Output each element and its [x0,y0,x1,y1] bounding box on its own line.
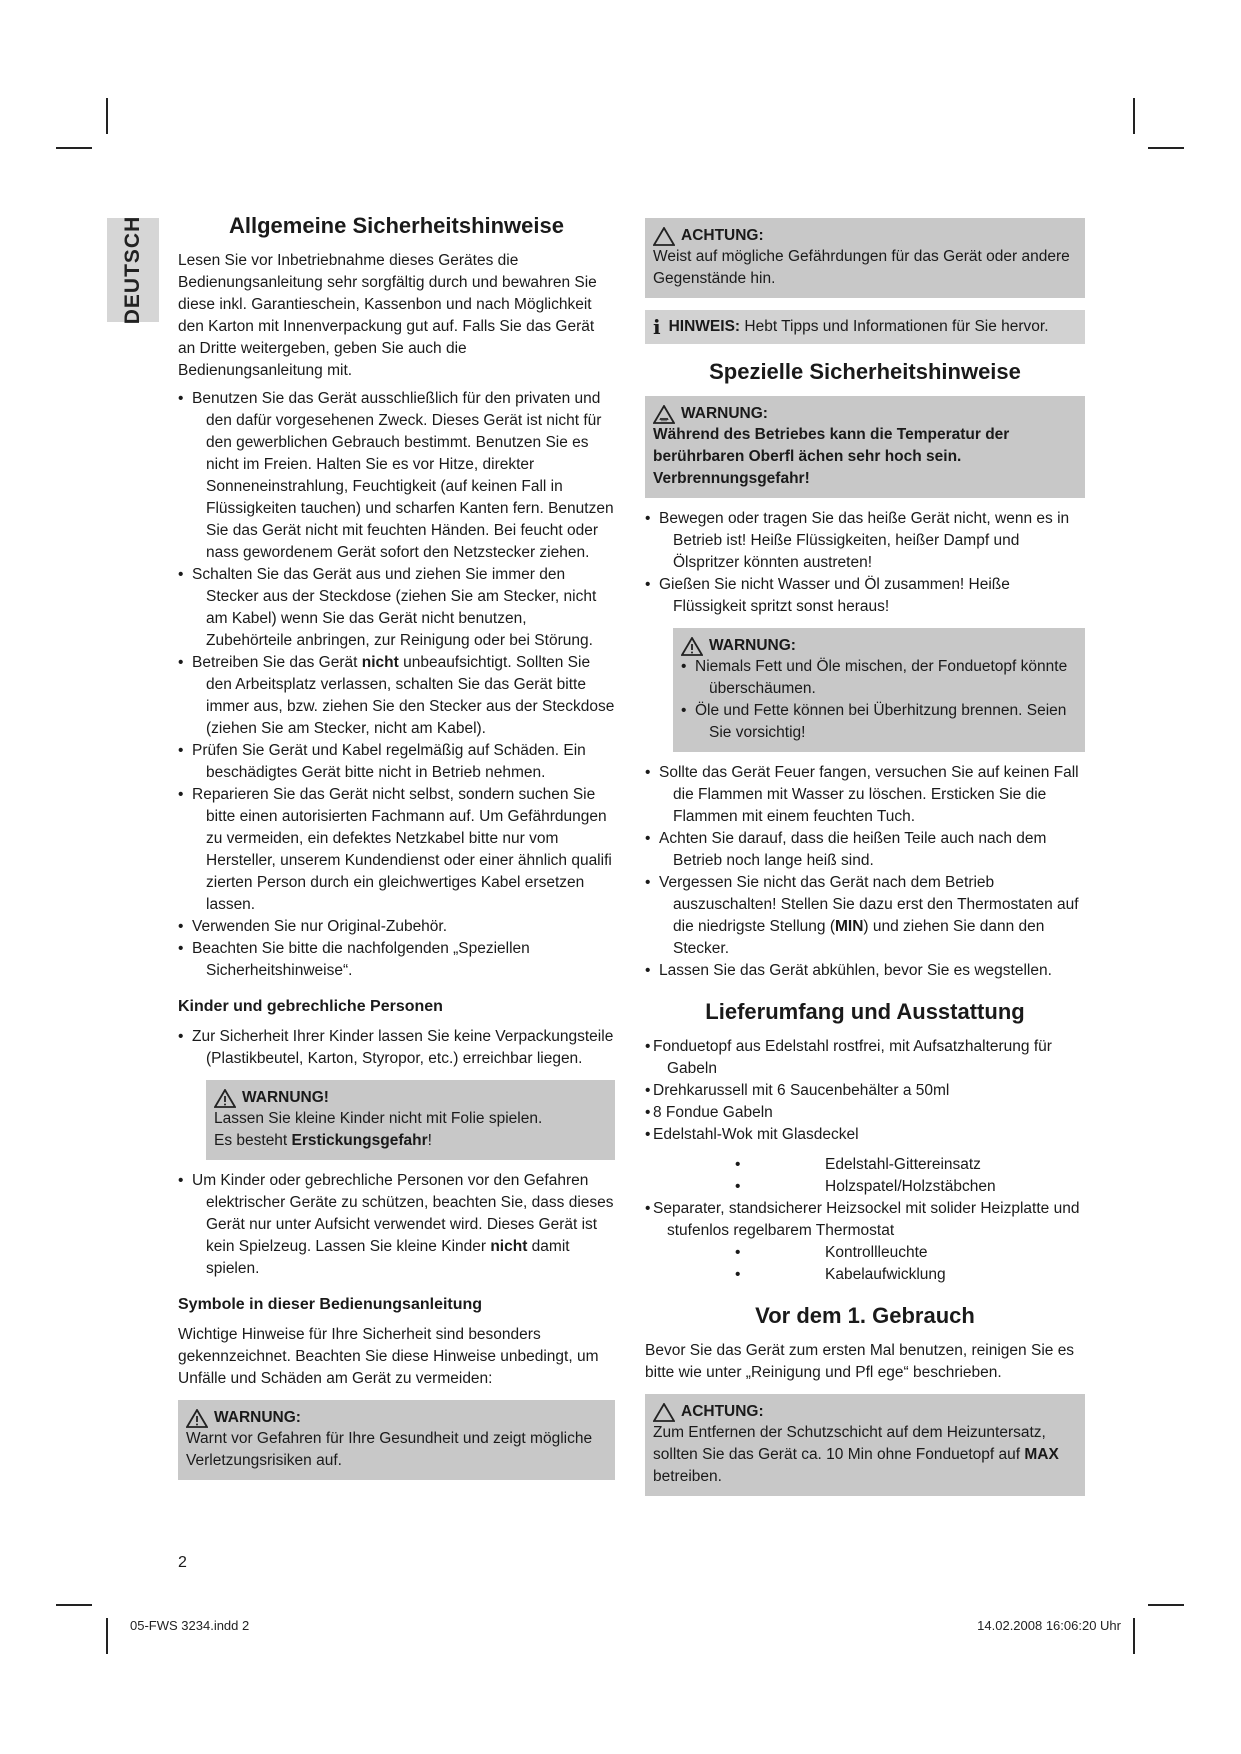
warning-text: Es besteht Erstickungsgefahr! [214,1132,432,1149]
sub-list-item: • Kontrollleuchte [645,1242,1085,1264]
warning-box-oil [673,628,1085,752]
special-bullet-list-2 [645,762,1085,982]
children-bullet-list [178,1026,615,1070]
list-item: • Sollte das Gerät Feuer fangen, versuchen Sie auf keinen Fall die Flammen mit Wasser zu löschen. Ersticken Sie die Flammen mit einem feuchten Tuch. [645,762,1085,828]
list-item: • Beachten Sie bitte die nachfolgenden „Speziellen Sicherheitshinweise“. [178,938,615,982]
caution-triangle-icon [653,227,675,246]
safety-bullet-list [178,388,615,982]
subheading-symbols: Symbole in dieser Bedienungsanleitung [178,1296,483,1313]
list-item: • Benutzen Sie das Gerät ausschließlich für den privaten und den dafür vorgesehenen Zweck. Dieses Gerät ist nicht für den gewerblichen Gebrauch bestimmt. Benutzen Sie es nicht im Freien. Halten Sie es vor Hitze, direkter Sonneneinstrahlung, Feuchtigkeit (auf keinen Fall in Flüssigkeiten tauchen) und scharfen Kanten fern. Benutzen Sie das Gerät nicht mit feuchten Händen. Bei feucht oder nass gewordenem Gerät sofort den Netzstecker ziehen. [178,388,615,564]
list-item: • Reparieren Sie das Gerät nicht selbst, sondern suchen Sie bitte einen autorisierten Fachmann auf. Um Gefährdungen zu vermeiden, ein defektes Netzkabel bitte nur vom Hersteller, unserem Kundendienst oder einer ähnlich qualifi zierten Person durch ein gleichwertiges Kabel ersetzen lassen. [178,784,615,916]
crop-mark [1133,98,1135,134]
list-item: • Gießen Sie nicht Wasser und Öl zusammen! Heiße Flüssigkeit spritzt sonst heraus! [645,574,1085,618]
list-item: • Schalten Sie das Gerät aus und ziehen Sie immer den Stecker aus der Steckdose (ziehen Sie am Stecker, nicht am Kabel) wenn Sie das Gerät nicht benutzen, Zubehörteile anbringen, zur Reinigung oder bei Störung. [178,564,615,652]
symbols-paragraph: Wichtige Hinweise für Ihre Sicherheit sind besonders gekennzeichnet. Beachten Sie diese Hinweise unbedingt, um Unfälle und Schäden am Gerät zu vermeiden: [178,1326,599,1387]
delivery-list-2 [645,1198,1085,1242]
sub-list-item: • Edelstahl-Gittereinsatz [645,1154,1085,1176]
list-item: • Fonduetopf aus Edelstahl rostfrei, mit Aufsatzhalterung für Gabeln [645,1036,1085,1080]
list-item: • Bewegen oder tragen Sie das heiße Gerät nicht, wenn es in Betrieb ist! Heiße Flüssigkeiten, heißer Dampf und Ölspritzer könnten austreten! [645,508,1085,574]
language-side-tab [107,215,159,325]
warning-title: WARNUNG! [242,1089,329,1106]
list-item: • 8 Fondue Gabeln [645,1102,1085,1124]
crop-mark [106,98,108,134]
crop-mark [1148,147,1184,149]
crop-mark [1148,1604,1184,1606]
section-title-before-first-use: Vor dem 1. Gebrauch [755,1303,975,1328]
footer-timestamp: 14.02.2008 16:06:20 Uhr [977,1618,1121,1633]
list-item: • Um Kinder oder gebrechliche Personen vor den Gefahren elektrischer Geräte zu schützen, beachten Sie, dass dieses Gerät nur unter Aufsicht verwendet wird. Dieses Gerät ist kein Spielzeug. Lassen Sie kleine Kinder nicht damit spielen. [178,1170,615,1280]
subheading-children: Kinder und gebrechliche Personen [178,998,443,1015]
left-column [178,212,615,1490]
sub-list-item: • Holzspatel/Holzstäbchen [645,1176,1085,1198]
section-title-general-safety: Allgemeine Sicherheitshinweise [228,213,564,238]
list-item: • Öle und Fette können bei Überhitzung brennen. Seien Sie vorsichtig! [681,700,1077,744]
crop-mark [106,1618,108,1654]
warning-triangle-icon [214,1089,236,1108]
intro-paragraph: Lesen Sie vor Inbetriebnahme dieses Gerätes die Bedienungsanleitung sehr sorgfältig durch und bewahren Sie diese inkl. Garantieschein, Kassenbon und nach Möglichkeit den Karton mit Innenverpackung gut auf. Falls Sie das Gerät an Dritte weitergeben, geben Sie auch die Bedienungsanleitung mit. [178,252,597,379]
caution-box-legend [645,218,1085,298]
list-item: • Edelstahl-Wok mit Glasdeckel [645,1124,1085,1146]
warning-text: Lassen Sie kleine Kinder nicht mit Folie spielen. [214,1110,543,1127]
delivery-list [645,1036,1085,1146]
info-icon: i [653,315,661,339]
list-item: • Prüfen Sie Gerät und Kabel regelmäßig auf Schäden. Ein beschädigtes Gerät bitte nicht in Betrieb nehmen. [178,740,615,784]
warning-box-burn [645,396,1085,498]
list-item: • Betreiben Sie das Gerät nicht unbeaufsichtigt. Sollten Sie den Arbeitsplatz verlassen, schalten Sie das Gerät bitte immer aus, bzw. ziehen Sie den Stecker aus der Steckdose (ziehen Sie am Stecker, nicht am Kabel). [178,652,615,740]
list-item: • Vergessen Sie nicht das Gerät nach dem Betrieb auszuschalten! Stellen Sie dazu erst den Thermostaten auf die niedrigste Stellung (MIN) und ziehen Sie dann den Stecker. [645,872,1085,960]
list-item: • Separater, standsicherer Heizsockel mit solider Heizplatte und stufenlos regelbarem Thermostat [645,1198,1085,1242]
caution-title: ACHTUNG: [681,1403,764,1420]
section-title-scope-of-delivery: Lieferumfang und Ausstattung [705,999,1025,1024]
warning-triangle-icon [186,1409,208,1428]
warning-text: Warnt vor Gefahren für Ihre Gesundheit und zeigt mögliche Verletzungsrisiken auf. [186,1430,593,1469]
right-column [645,218,1085,1506]
list-item: • Lassen Sie das Gerät abkühlen, bevor Sie es wegstellen. [645,960,1085,982]
crop-mark [56,147,92,149]
list-item: • Drehkarussell mit 6 Saucenbehälter a 50ml [645,1080,1085,1102]
warning-triangle-icon [681,637,703,656]
list-item: • Zur Sicherheit Ihrer Kinder lassen Sie keine Verpackungsteile (Plastikbeutel, Karton, Styropor, etc.) erreichbar liegen. [178,1026,615,1070]
warning-text: Während des Betriebes kann die Temperatur der berührbaren Oberfl ächen sehr hoch sein. Verbrennungsgefahr! [653,426,1010,487]
children-bullet-list-2 [178,1170,615,1280]
hint-label: HINWEIS: [668,318,741,335]
hint-text: Hebt Tipps und Informationen für Sie hervor. [744,318,1049,335]
hint-box [645,310,1085,344]
warning-list [681,656,1077,744]
warning-box-legend [178,1400,615,1480]
warning-title: WARNUNG: [709,637,796,654]
special-bullet-list-1 [645,508,1085,618]
section-title-special-safety: Spezielle Sicherheitshinweise [709,359,1021,384]
caution-box-protective-layer [645,1394,1085,1496]
caution-title: ACHTUNG: [681,227,764,244]
warning-title: WARNUNG: [681,405,768,422]
caution-text: Zum Entfernen der Schutzschicht auf dem Heizuntersatz, sollten Sie das Gerät ca. 10 Min ohne Fonduetopf auf MAX betreiben. [653,1424,1059,1485]
crop-mark [56,1604,92,1606]
footer-file-name: 05-FWS 3234.indd 2 [130,1618,250,1633]
before-first-use-paragraph: Bevor Sie das Gerät zum ersten Mal benutzen, reinigen Sie es bitte wie unter „Reinigung und Pfl ege“ beschrieben. [645,1342,1075,1381]
caution-triangle-icon [653,1403,675,1422]
hot-surface-warning-icon [653,405,675,424]
page-number: 2 [178,1554,187,1571]
list-item: • Verwenden Sie nur Original-Zubehör. [178,916,615,938]
list-item: • Niemals Fett und Öle mischen, der Fonduetopf könnte überschäumen. [681,656,1077,700]
side-tab-label: DEUTSCH [121,215,144,325]
sub-list-item: • Kabelaufwicklung [645,1264,1085,1286]
warning-box-suffocation [206,1080,615,1160]
warning-title: WARNUNG: [214,1409,301,1426]
list-item: • Achten Sie darauf, dass die heißen Teile auch nach dem Betrieb noch lange heiß sind. [645,828,1085,872]
crop-mark [1133,1618,1135,1654]
caution-text: Weist auf mögliche Gefährdungen für das Gerät oder andere Gegenstände hin. [653,248,1070,287]
